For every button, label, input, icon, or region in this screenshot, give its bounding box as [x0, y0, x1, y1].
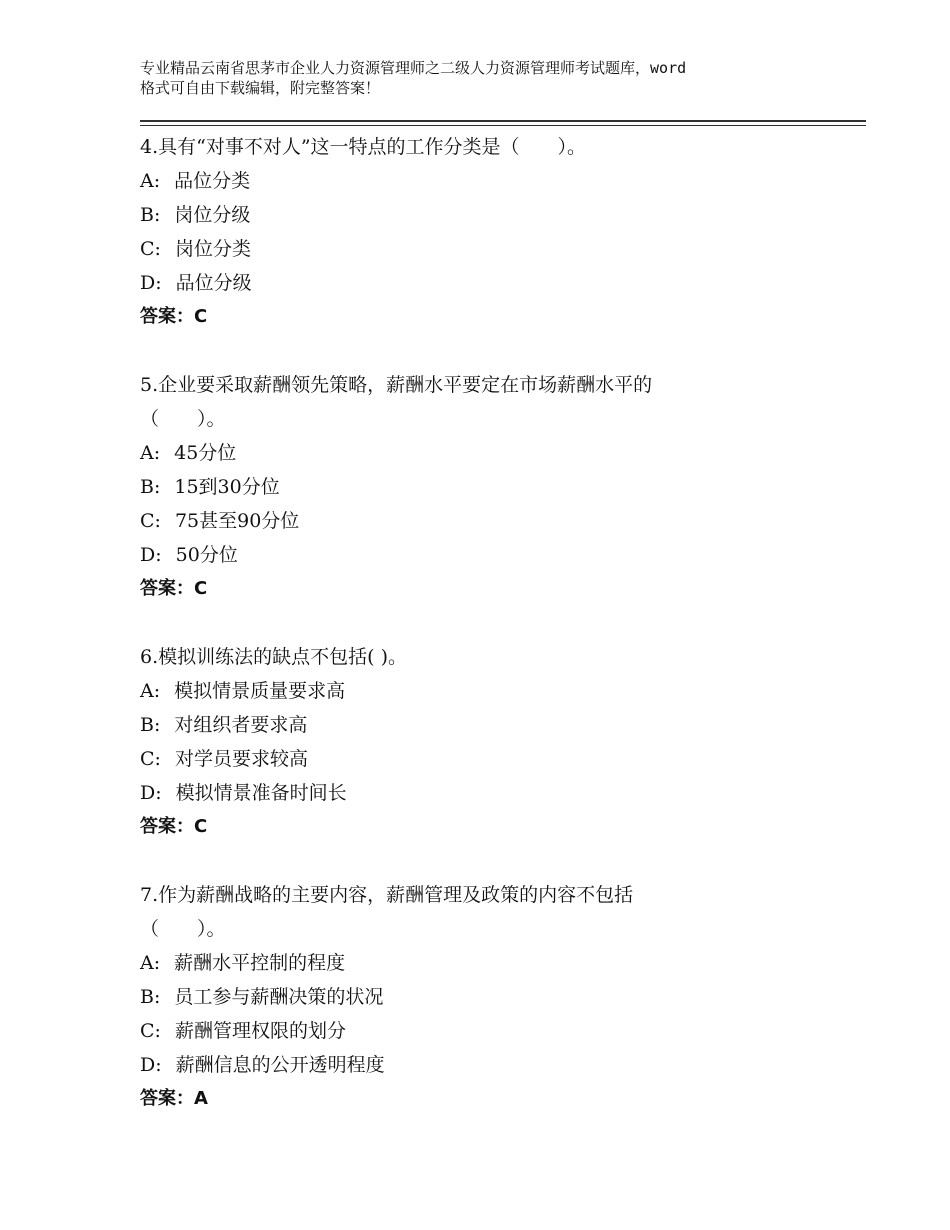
option-letter: B: [140, 714, 161, 736]
option-text: 75甚至90分位 [174, 510, 300, 532]
option-text: 15到30分位 [174, 476, 280, 498]
option-text: 薪酬信息的公开透明程度 [175, 1054, 385, 1076]
answer-line [140, 810, 866, 844]
option-letter: D: [140, 782, 162, 804]
option-letter: D: [140, 1054, 162, 1076]
option-d [140, 1048, 866, 1082]
option-letter: B: [140, 476, 161, 498]
option-b [140, 470, 866, 504]
option-text: 50分位 [175, 544, 238, 566]
option-d [140, 776, 866, 810]
option-text: 薪酬水平控制的程度 [174, 952, 346, 974]
question-5 [140, 368, 866, 606]
option-c [140, 1014, 866, 1048]
option-text: 对学员要求较高 [174, 748, 308, 770]
header-line-1: 专业精品云南省思茅市企业人力资源管理师之二级人力资源管理师考试题库，word [140, 59, 687, 77]
question-6 [140, 640, 866, 844]
header-divider-thin [140, 125, 866, 126]
option-letter: B: [140, 986, 161, 1008]
question-stem: 4.具有“对事不对人”这一特点的工作分类是（ ）。 [140, 136, 587, 158]
question-list [140, 130, 866, 1150]
option-text: 45分位 [174, 442, 237, 464]
question-stem: 6.模拟训练法的缺点不包括( )。 [140, 646, 407, 668]
option-d [140, 538, 866, 572]
option-text: 薪酬管理权限的划分 [174, 1020, 346, 1042]
option-letter: D: [140, 544, 162, 566]
answer-value: C [194, 816, 208, 837]
option-text: 岗位分类 [174, 238, 251, 260]
option-b [140, 980, 866, 1014]
option-a [140, 164, 866, 198]
option-a [140, 674, 866, 708]
option-b [140, 708, 866, 742]
option-text: 对组织者要求高 [174, 714, 308, 736]
option-letter: A: [140, 680, 161, 702]
question-4 [140, 130, 866, 334]
option-a [140, 436, 866, 470]
option-letter: A: [140, 952, 161, 974]
question-7 [140, 878, 866, 1116]
document-header [140, 58, 840, 98]
option-letter: B: [140, 204, 161, 226]
option-text: 品位分类 [174, 170, 251, 192]
option-c [140, 232, 866, 266]
question-stem: 7.作为薪酬战略的主要内容，薪酬管理及政策的内容不包括 [140, 884, 634, 906]
option-a [140, 946, 866, 980]
answer-line [140, 300, 866, 334]
option-letter: A: [140, 442, 161, 464]
option-text: 品位分级 [175, 272, 252, 294]
answer-line [140, 572, 866, 606]
header-line-2: 格式可自由下载编辑，附完整答案！ [140, 79, 381, 97]
question-stem-continuation: （ ）。 [140, 408, 226, 430]
option-text: 员工参与薪酬决策的状况 [174, 986, 384, 1008]
answer-value: A [194, 1088, 208, 1109]
answer-label: 答案： [140, 306, 194, 327]
answer-line [140, 1082, 866, 1116]
option-letter: D: [140, 272, 162, 294]
answer-label: 答案： [140, 816, 194, 837]
option-text: 岗位分级 [174, 204, 251, 226]
answer-value: C [194, 306, 208, 327]
answer-label: 答案： [140, 578, 194, 599]
option-letter: C: [140, 1020, 161, 1042]
option-letter: A: [140, 170, 161, 192]
option-text: 模拟情景准备时间长 [175, 782, 347, 804]
question-stem-continuation: （ ）。 [140, 918, 226, 940]
option-letter: C: [140, 510, 161, 532]
option-b [140, 198, 866, 232]
option-d [140, 266, 866, 300]
option-letter: C: [140, 238, 161, 260]
answer-value: C [194, 578, 208, 599]
option-text: 模拟情景质量要求高 [174, 680, 346, 702]
question-stem: 5.企业要采取薪酬领先策略，薪酬水平要定在市场薪酬水平的 [140, 374, 653, 396]
option-c [140, 742, 866, 776]
header-divider-thick [140, 120, 866, 122]
option-letter: C: [140, 748, 161, 770]
option-c [140, 504, 866, 538]
answer-label: 答案： [140, 1088, 194, 1109]
